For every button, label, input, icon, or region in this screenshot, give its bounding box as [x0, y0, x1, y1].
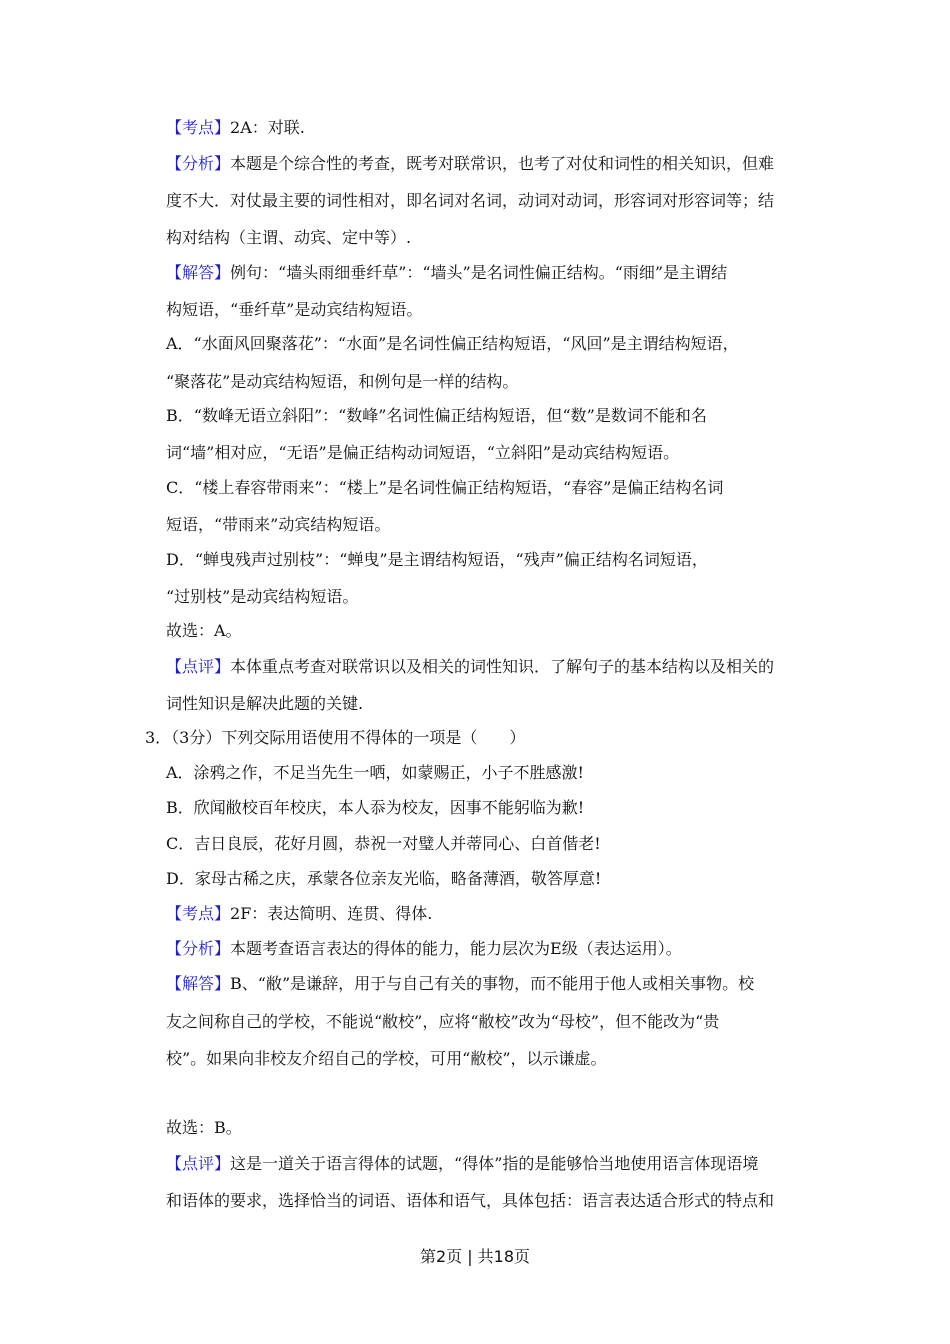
- text: 本体重点考查对联常识以及相关的词性知识．了解句子的基本结构以及相关的: [230, 657, 775, 676]
- label: 【解答】: [166, 974, 231, 993]
- text: 例句：“墙头雨细垂纤草”：“墙头”是名词性偏正结构。“雨细”是主谓结: [230, 263, 728, 282]
- text: 2A：对联.: [230, 118, 305, 137]
- text-line: 构短语，“垂纤草”是动宾结构短语。: [166, 300, 423, 319]
- q3-dianping: [166, 1154, 758, 1174]
- text: 本题考查语言表达的得体的能力，能力层次为E级（表达运用）。: [230, 939, 682, 958]
- q3-kaodian: [166, 904, 432, 924]
- text-line: 度不大．对仗最主要的词性相对，即名词对名词，动词对动词，形容词对形容词等；结: [166, 191, 775, 210]
- option-b: B．“数峰无语立斜阳”：“数峰”名词性偏正结构短语，但“数”是数词不能和名: [166, 406, 707, 425]
- text: 本题是个综合性的考查，既考对联常识，也考了对仗和词性的相关知识，但难: [230, 154, 775, 173]
- q3-question: 3．（3分）下列交际用语使用不得体的一项是（ ）: [145, 728, 526, 747]
- label: 【点评】: [166, 1154, 231, 1173]
- text-line: “过别枝”是动宾结构短语。: [166, 587, 359, 606]
- q3-jieda: [166, 974, 754, 994]
- q3-answer: 故选：B。: [166, 1118, 242, 1137]
- q2-answer: 故选：A。: [166, 621, 242, 640]
- text: B、“敝”是谦辞，用于与自己有关的事物，而不能用于他人或相关事物。校: [230, 974, 755, 993]
- q2-dianping: [166, 657, 774, 677]
- text-line: 短语，“带雨来”动宾结构短语。: [166, 515, 391, 534]
- q3-choice-a: A．涂鸦之作，不足当先生一哂，如蒙赐正，小子不胜感激!: [166, 763, 584, 782]
- text-line: 校”。如果向非校友介绍自己的学校，可用“敝校”，以示谦虚。: [166, 1049, 607, 1068]
- q2-fenxi: [166, 154, 774, 174]
- text-line: 词性知识是解决此题的关键.: [166, 694, 364, 713]
- text: 这是一道关于语言得体的试题，“得体”指的是能够恰当地使用语言体现语境: [230, 1154, 759, 1173]
- label: 【考点】: [166, 904, 231, 923]
- page-footer: 第2页 | 共18页: [419, 1247, 531, 1266]
- q3-fenxi: [166, 939, 682, 959]
- label: 【考点】: [166, 118, 231, 137]
- option-d: D．“蝉曳残声过别枝”：“蝉曳”是主谓结构短语，“残声”偏正结构名词短语，: [166, 550, 708, 569]
- text-line: 词“墙”相对应，“无语”是偏正结构动词短语，“立斜阳”是动宾结构短语。: [166, 443, 680, 462]
- text-line: 友之间称自己的学校，不能说“敝校”，应将“敝校”改为“母校”，但不能改为“贵: [166, 1012, 720, 1031]
- text: 2F：表达简明、连贯、得体.: [230, 904, 433, 923]
- q3-choice-b: B．欣闻敝校百年校庆，本人忝为校友，因事不能躬临为歉!: [166, 798, 585, 817]
- label: 【分析】: [166, 939, 231, 958]
- q2-jieda: [166, 263, 727, 283]
- text-line: 和语体的要求，选择恰当的词语、语体和语气，具体包括：语言表达适合形式的特点和: [166, 1191, 775, 1210]
- label: 【分析】: [166, 154, 231, 173]
- option-c: C．“楼上春容带雨来”：“楼上”是名词性偏正结构短语，“春容”是偏正结构名词: [166, 478, 724, 497]
- q2-kaodian: [166, 118, 305, 138]
- option-a: A．“水面风回聚落花”：“水面”是名词性偏正结构短语，“风回”是主谓结构短语，: [166, 334, 739, 353]
- text-line: 构对结构（主谓、动宾、定中等）.: [166, 228, 412, 247]
- label: 【解答】: [166, 263, 231, 282]
- q3-choice-c: C．吉日良辰，花好月圆，恭祝一对璧人并蒂同心、白首偕老!: [166, 834, 601, 853]
- q3-choice-d: D．家母古稀之庆，承蒙各位亲友光临，略备薄酒，敬答厚意!: [166, 869, 602, 888]
- text-line: “聚落花”是动宾结构短语，和例句是一样的结构。: [166, 372, 519, 391]
- label: 【点评】: [166, 657, 231, 676]
